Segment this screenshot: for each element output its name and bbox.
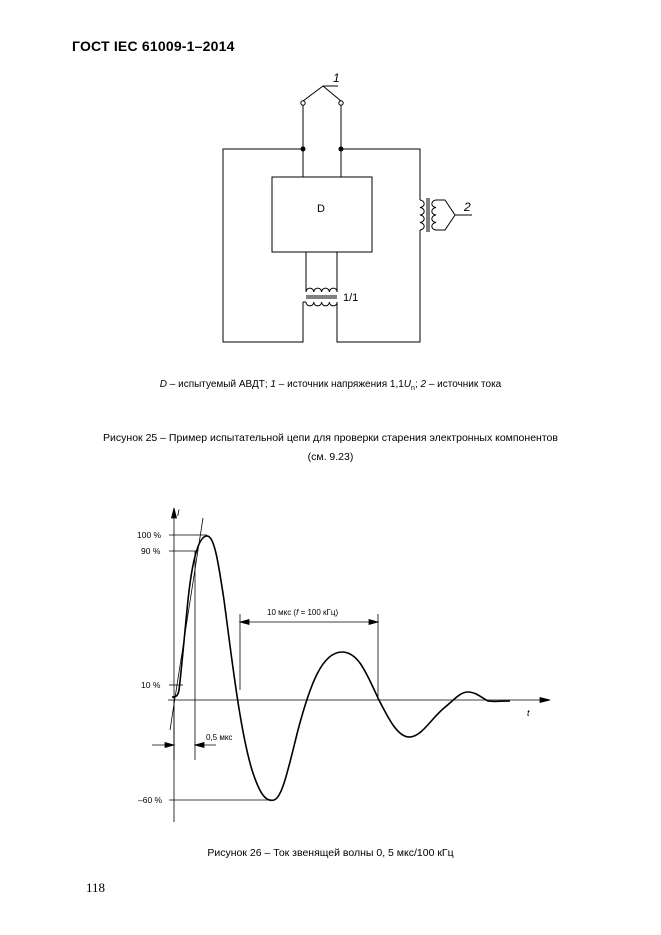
legend-n2-text: – источник тока bbox=[426, 379, 502, 390]
document-header: ГОСТ IEC 61009-1–2014 bbox=[72, 38, 235, 54]
figure-26-caption: Рисунок 26 – Ток звенящей волны 0, 5 мкс/100 кГц bbox=[207, 847, 454, 859]
legend-n1: 1 bbox=[270, 379, 276, 390]
source2-label: 2 bbox=[464, 200, 471, 214]
legend-u-symbol: U bbox=[403, 379, 412, 390]
ringing-waveform bbox=[172, 536, 510, 800]
page-number: 118 bbox=[86, 880, 106, 895]
transformer-ratio-label: 1/1 bbox=[343, 292, 359, 304]
legend-n2: 2 bbox=[420, 379, 427, 390]
legend-n1-text: – источник напряжения 1,1 bbox=[275, 379, 404, 390]
period-label-f: f bbox=[296, 608, 299, 617]
period-label bbox=[267, 608, 338, 617]
level-10-label: 10 % bbox=[141, 680, 161, 690]
figure-25-caption-ref: (см. 9.23) bbox=[307, 451, 354, 463]
legend-d-text: – испытуемый АВДТ; bbox=[166, 379, 271, 390]
device-label: D bbox=[317, 203, 325, 215]
level-90-label: 90 % bbox=[141, 546, 161, 556]
source1-label: 1 bbox=[333, 71, 340, 85]
figure-25-caption: Рисунок 25 – Пример испытательной цепи для проверки старения электронных компонентов bbox=[103, 432, 558, 444]
x-axis-label: t bbox=[527, 708, 530, 718]
y-axis-label: I bbox=[177, 508, 180, 518]
legend-u-subscript: n bbox=[411, 385, 415, 392]
period-label-prefix: 10 мкс ( bbox=[267, 608, 297, 617]
legend-separator: ; bbox=[414, 379, 421, 390]
y-axis-arrow bbox=[172, 508, 177, 518]
x-axis-arrow bbox=[540, 698, 550, 703]
legend-d-symbol: D bbox=[159, 379, 167, 390]
rise-time-label: 0,5 мкс bbox=[206, 733, 233, 742]
level-100-label: 100 % bbox=[137, 530, 162, 540]
level-minus60-label: –60 % bbox=[138, 795, 163, 805]
period-label-suffix: = 100 кГц) bbox=[298, 608, 339, 617]
rise-tangent bbox=[170, 518, 203, 730]
